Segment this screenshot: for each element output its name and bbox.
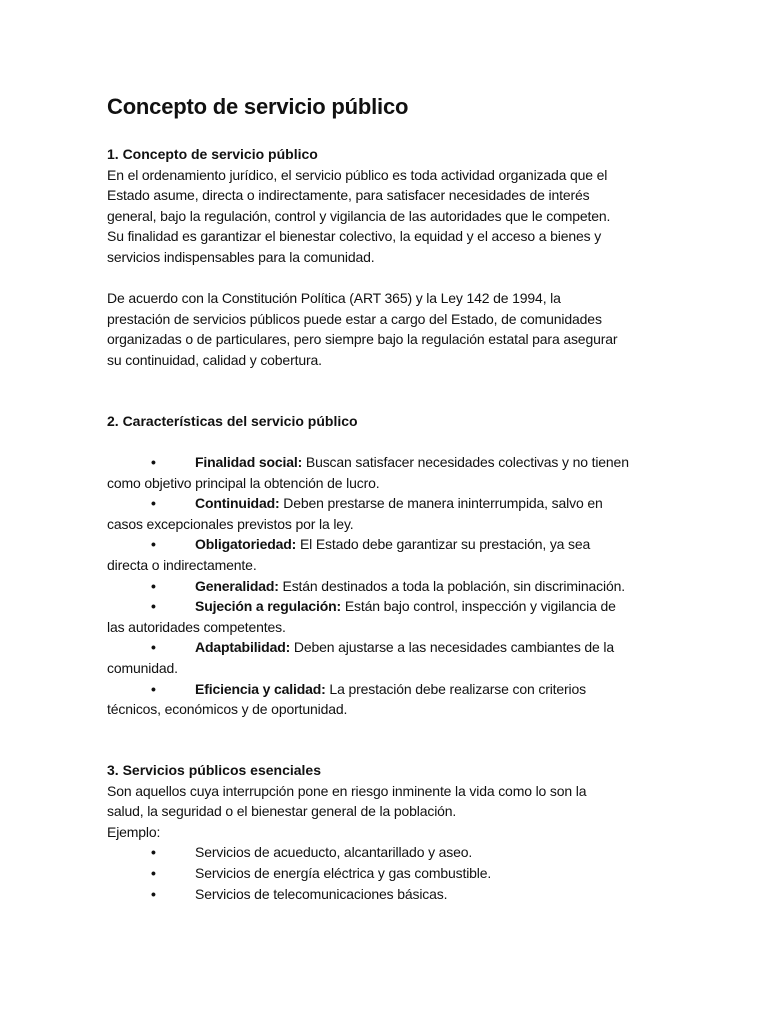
bullet-icon: •: [151, 536, 156, 553]
list-item-continuation: casos excepcionales previstos por la ley.: [107, 515, 354, 532]
list-item-term: Obligatoriedad:: [195, 536, 297, 553]
paragraph-line: salud, la seguridad o el bienestar general de la población.: [107, 803, 457, 820]
list-item-continuation: las autoridades competentes.: [107, 618, 286, 635]
list-item-continuation: comunidad.: [107, 659, 178, 676]
list-item: [107, 576, 682, 597]
list-item-continuation: directa o indirectamente.: [107, 556, 257, 573]
list-item-continuation: técnicos, económicos y de oportunidad.: [107, 701, 348, 718]
list-item-text: Buscan satisfacer necesidades colectivas y no tienen: [302, 454, 629, 470]
paragraph-line: Estado asume, directa o indirectamente, para satisfacer necesidades de interés: [107, 187, 590, 204]
list-item-term: Continuidad:: [195, 495, 280, 512]
bullet-icon: •: [151, 598, 156, 615]
list-item: [107, 637, 682, 658]
list-item-text: Servicios de acueducto, alcantarillado y aseo.: [195, 844, 473, 861]
section-heading: 3. Servicios públicos esenciales: [107, 762, 321, 778]
section-heading: 2. Características del servicio público: [107, 413, 358, 429]
example-label: Ejemplo:: [107, 823, 161, 840]
section-concepto-paragraph-2: [107, 288, 682, 370]
bullet-icon: •: [151, 495, 156, 512]
paragraph-line: Son aquellos cuya interrupción pone en riesgo inminente la vida como lo son la: [107, 782, 587, 799]
list-item-term: Finalidad social:: [195, 454, 303, 470]
characteristics-list: [107, 452, 682, 720]
paragraph-line: Su finalidad es garantizar el bienestar colectivo, la equidad y el acceso a bienes y: [107, 228, 602, 245]
bullet-icon: •: [151, 639, 156, 656]
document-title: Concepto de servicio público: [107, 94, 409, 119]
paragraph-line: su continuidad, calidad y cobertura.: [107, 351, 322, 368]
list-item-term: Sujeción a regulación:: [195, 598, 342, 615]
list-item-text: Están bajo control, inspección y vigilancia de: [341, 598, 616, 615]
list-item: [107, 679, 682, 700]
list-item: [107, 884, 682, 905]
list-item-text: Servicios de energía eléctrica y gas combustible.: [195, 864, 492, 881]
list-item: [107, 596, 682, 617]
bullet-icon: •: [151, 680, 156, 697]
paragraph-line: En el ordenamiento jurídico, el servicio público es toda actividad organizada que el: [107, 166, 608, 183]
list-item-text: El Estado debe garantizar su prestación, ya sea: [296, 536, 591, 553]
list-item-term: Adaptabilidad:: [195, 639, 291, 656]
paragraph-line: servicios indispensables para la comunidad.: [107, 248, 375, 265]
list-item: [107, 863, 682, 884]
list-item-term: Eficiencia y calidad:: [195, 680, 326, 697]
bullet-icon: •: [151, 885, 156, 902]
list-item-continuation: como objetivo principal la obtención de lucro.: [107, 474, 380, 491]
paragraph-line: organizadas o de particulares, pero siempre bajo la regulación estatal para asegurar: [107, 331, 618, 348]
list-item-text: Deben prestarse de manera ininterrumpida, salvo en: [279, 495, 603, 512]
bullet-icon: •: [151, 454, 156, 470]
list-item: [107, 842, 682, 863]
section-caracteristicas: [107, 411, 682, 432]
paragraph-line: general, bajo la regulación, control y vigilancia de las autoridades que le competen.: [107, 207, 611, 224]
list-item-text: Servicios de telecomunicaciones básicas.: [195, 885, 448, 902]
list-item-text: La prestación debe realizarse con criterios: [325, 680, 587, 697]
section-servicios-esenciales: [107, 760, 682, 904]
paragraph-line: prestación de servicios públicos puede estar a cargo del Estado, de comunidades: [107, 310, 602, 327]
section-heading: 1. Concepto de servicio público: [107, 146, 318, 162]
list-item: [107, 534, 682, 555]
bullet-icon: •: [151, 864, 156, 881]
list-item-term: Generalidad:: [195, 577, 279, 594]
list-item: [107, 493, 682, 514]
section-concepto: [107, 144, 682, 268]
list-item: [107, 452, 682, 473]
bullet-icon: •: [151, 844, 156, 861]
bullet-icon: •: [151, 577, 156, 594]
paragraph-line: De acuerdo con la Constitución Política (ART 365) y la Ley 142 de 1994, la: [107, 290, 561, 306]
list-item-text: Están destinados a toda la población, sin discriminación.: [278, 577, 625, 594]
list-item-text: Deben ajustarse a las necesidades cambiantes de la: [290, 639, 615, 656]
